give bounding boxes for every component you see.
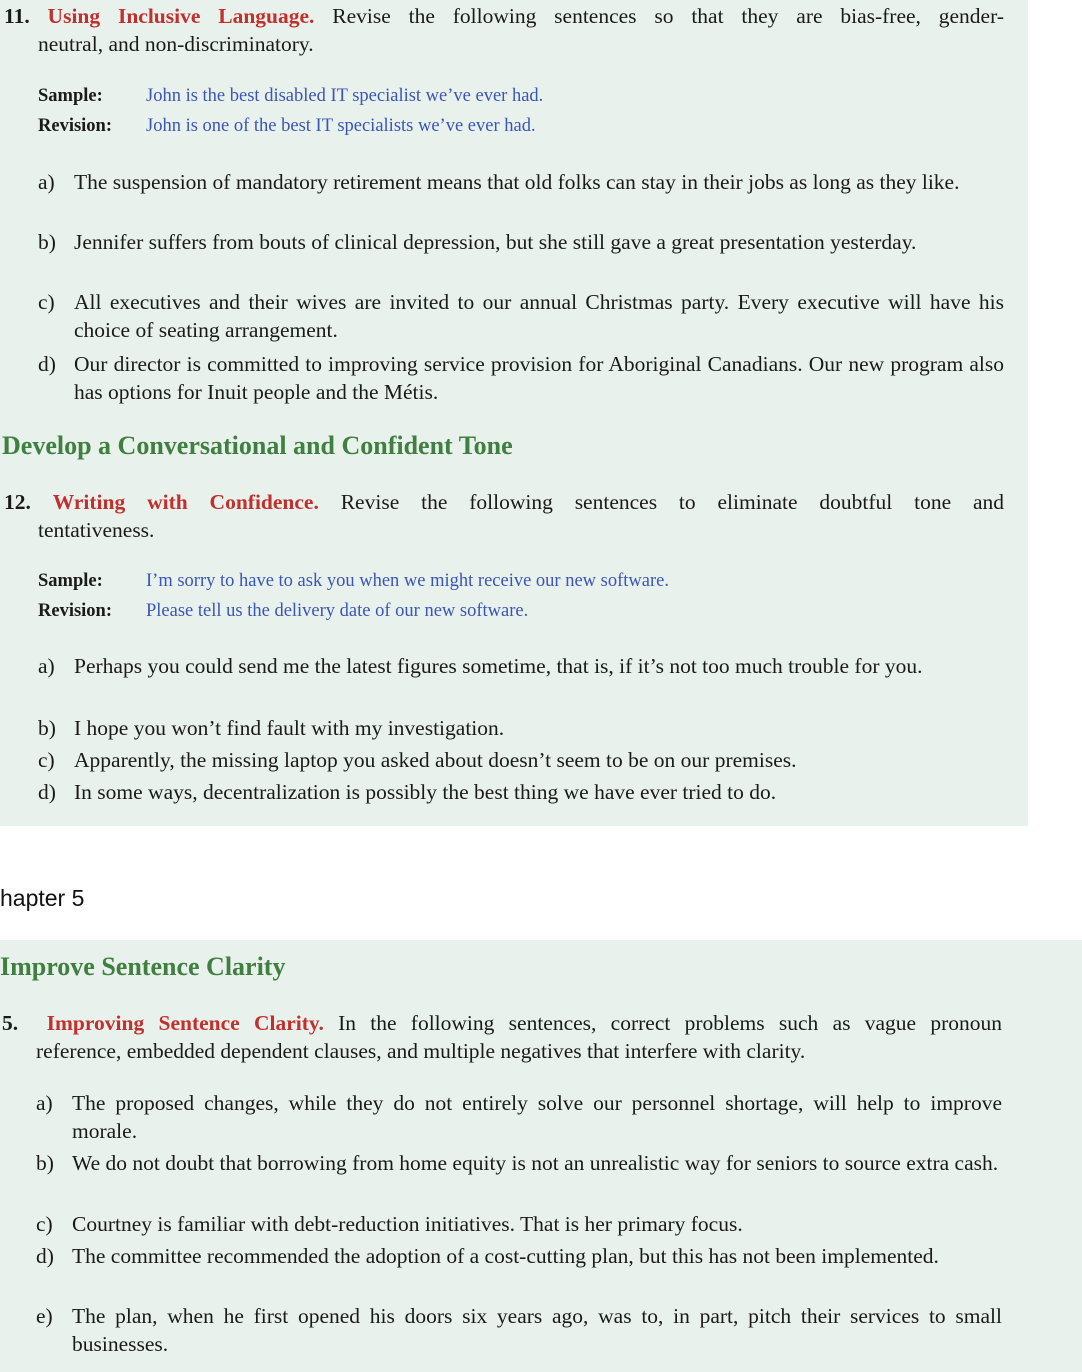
item-letter: a) (38, 170, 55, 194)
item-letter: b) (38, 230, 56, 254)
exercise-title: Using Inclusive Language. (47, 4, 315, 28)
exercise-title: Writing with Confidence. (52, 490, 319, 514)
sample-label: Sample: (38, 571, 103, 591)
exercise-title: Improving Sentence Clarity. (46, 1011, 324, 1035)
exercise-intro-continued: neutral, and non-discriminatory. (38, 32, 314, 56)
exercise-intro: Revise the following sentences to eliminate doubtful tone and (340, 490, 1005, 514)
exercise-5-heading (2, 1009, 1002, 1037)
section-heading: Develop a Conversational and Confident Tone (2, 431, 513, 460)
revision-label: Revision: (38, 116, 112, 136)
list-item: Courtney is familiar with debt-reduction initiatives. That is her primary focus. (72, 1212, 743, 1236)
list-item: The plan, when he first opened his doors six years ago, was to, in part, pitch their services to small businesses. (72, 1304, 1002, 1356)
sample-text: John is the best disabled IT specialist we’ve ever had. (146, 86, 544, 106)
exercise-number: 11. (4, 4, 30, 28)
exercise-number: 5. (2, 1011, 19, 1035)
exercise-number: 12. (4, 490, 31, 514)
list-item: Our director is committed to improving service provision for Aboriginal Canadians. Our new program also has options for Inuit people and the Métis. (74, 352, 1004, 404)
item-letter: d) (36, 1244, 54, 1268)
item-letter: c) (38, 290, 55, 314)
exercise-intro: Revise the following sentences so that they are bias-free, gender- (332, 4, 1004, 28)
list-item: Perhaps you could send me the latest figures sometime, that is, if it’s not too much trouble for you. (74, 654, 923, 678)
list-item: In some ways, decentralization is possibly the best thing we have ever tried to do. (74, 780, 777, 804)
item-letter: d) (38, 352, 56, 376)
exercise-12-heading (4, 488, 1004, 516)
list-item: Apparently, the missing laptop you asked about doesn’t seem to be on our premises. (74, 748, 797, 772)
revision-text: Please tell us the delivery date of our new software. (146, 601, 529, 621)
revision-text: John is one of the best IT specialists we’ve ever had. (146, 116, 536, 136)
revision-label: Revision: (38, 601, 112, 621)
section-heading: Improve Sentence Clarity (0, 952, 286, 981)
item-letter: a) (38, 654, 55, 678)
list-item: Jennifer suffers from bouts of clinical depression, but she still gave a great presentation yesterday. (74, 230, 917, 254)
list-item: The suspension of mandatory retirement means that old folks can stay in their jobs as long as they like. (74, 170, 960, 194)
list-item: All executives and their wives are invited to our annual Christmas party. Every executive will have his choice of seating arrangement. (74, 290, 1004, 342)
exercise-intro: In the following sentences, correct problems such as vague pronoun (338, 1011, 1003, 1035)
item-letter: b) (36, 1151, 54, 1175)
list-item: The proposed changes, while they do not entirely solve our personnel shortage, will help to improve morale. (72, 1091, 1002, 1143)
list-item: I hope you won’t find fault with my investigation. (74, 716, 505, 740)
exercise-11-heading (4, 2, 1004, 30)
exercise-intro-continued: tentativeness. (38, 518, 155, 542)
chapter-label: hapter 5 (0, 885, 85, 911)
item-letter: a) (36, 1091, 53, 1115)
exercise-intro-continued: reference, embedded dependent clauses, and multiple negatives that interfere with clarity. (36, 1039, 806, 1063)
item-letter: b) (38, 716, 56, 740)
list-item: The committee recommended the adoption of a cost-cutting plan, but this has not been implemented. (72, 1244, 939, 1268)
item-letter: e) (36, 1304, 53, 1328)
sample-label: Sample: (38, 86, 103, 106)
item-letter: c) (36, 1212, 53, 1236)
item-letter: d) (38, 780, 56, 804)
item-letter: c) (38, 748, 55, 772)
sample-text: I’m sorry to have to ask you when we might receive our new software. (146, 571, 669, 591)
list-item: We do not doubt that borrowing from home equity is not an unrealistic way for seniors to source extra cash. (72, 1151, 999, 1175)
